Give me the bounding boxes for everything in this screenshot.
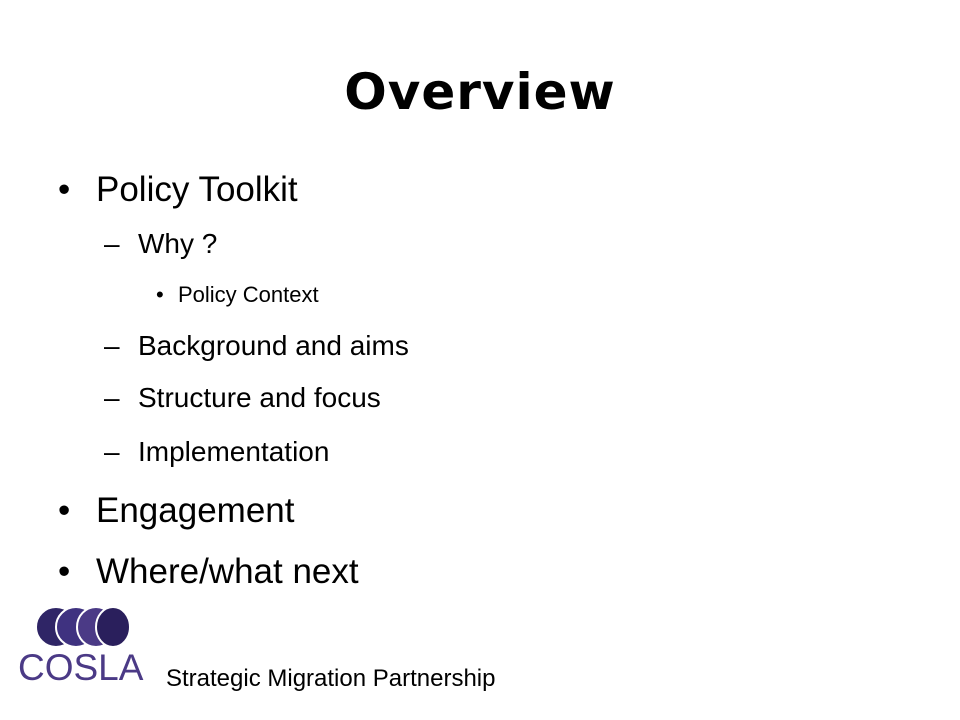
sub-bullet-text: Background and aims — [138, 330, 409, 361]
sub-bullet-text: Structure and focus — [138, 382, 381, 413]
bullet-text: Where/what next — [96, 552, 359, 591]
bullet-marker: • — [58, 491, 71, 530]
bullet-text: Policy Toolkit — [96, 170, 298, 209]
dash-marker: – — [104, 382, 120, 413]
bullet-marker: • — [58, 170, 71, 209]
dash-marker: – — [104, 436, 120, 467]
sub-bullet-why — [104, 228, 404, 260]
cosla-logo-text: COSLA — [18, 647, 144, 688]
slide-title: Overview — [344, 63, 616, 121]
sub-bullet-text: Why ? — [138, 228, 218, 259]
footer-partnership-text: Strategic Migration Partnership — [166, 665, 496, 692]
sub-sub-bullet-policy-context — [156, 282, 456, 308]
bullet-marker: • — [156, 282, 164, 307]
sub-bullet-implementation — [104, 436, 524, 468]
bullet-where-next — [58, 552, 478, 592]
sub-bullet-text: Implementation — [138, 436, 330, 467]
bullet-policy-toolkit — [58, 170, 478, 210]
dash-marker: – — [104, 228, 120, 259]
sub-bullet-background — [104, 330, 524, 362]
sub-sub-bullet-text: Policy Context — [178, 282, 319, 307]
bullet-text: Engagement — [96, 491, 295, 530]
cosla-logo — [18, 605, 144, 695]
dash-marker: – — [104, 330, 120, 361]
bullet-marker: • — [58, 552, 71, 591]
bullet-engagement — [58, 491, 478, 531]
cosla-logo-circles — [34, 605, 134, 649]
sub-bullet-structure — [104, 382, 524, 414]
